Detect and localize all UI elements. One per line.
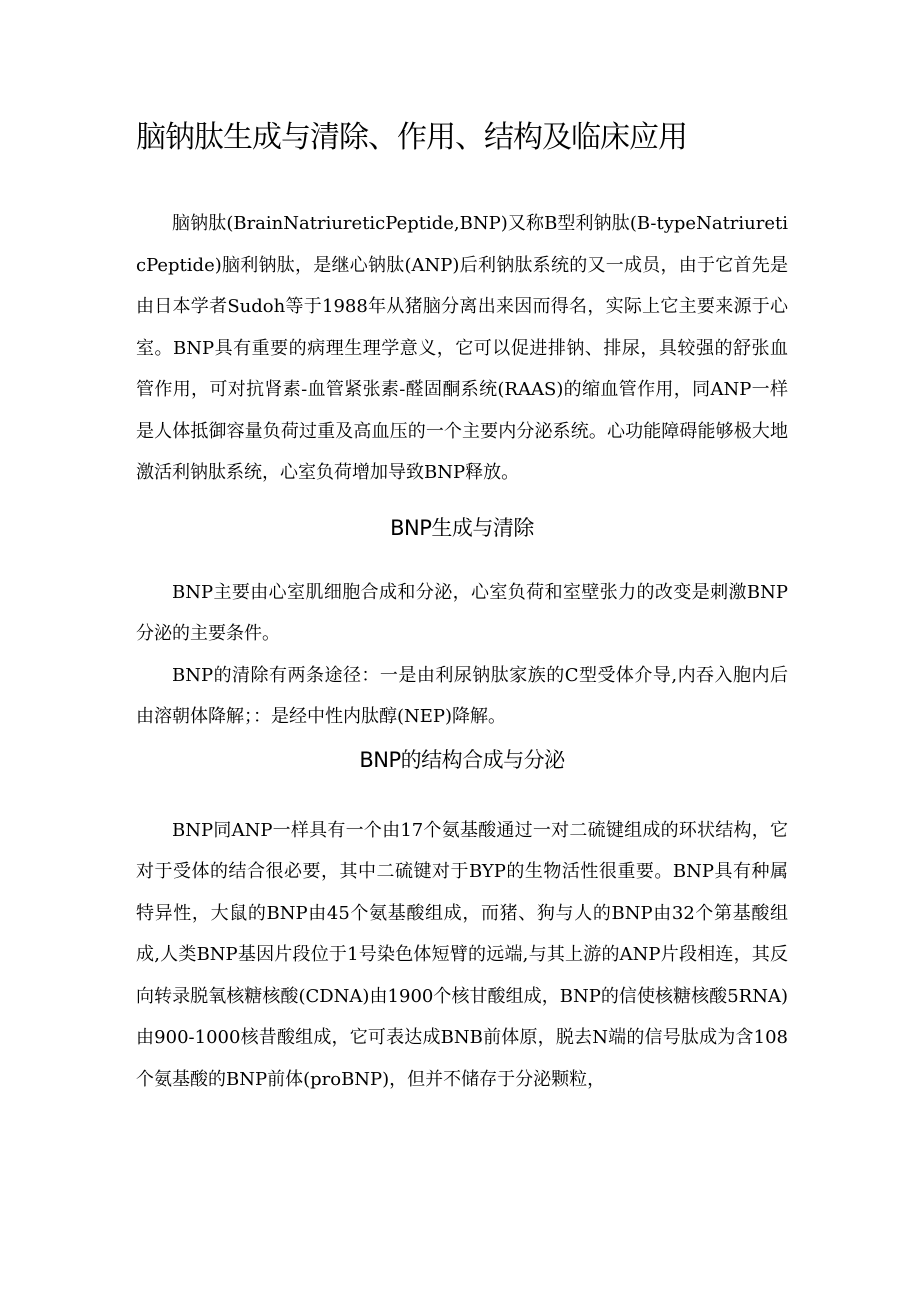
section-heading-bnp-generation: BNP生成与清除 — [390, 515, 534, 540]
section-1-paragraph-1: BNP主要由心室肌细胞合成和分泌，心室负荷和室壁张力的改变是刺激BNP分泌的主要条件。 — [136, 581, 788, 644]
section-1-paragraph-2: BNP的清除有两条途径：一是由利尿钠肽家族的C型受体介导,内吞入胞内后由溶朝体降解；：是经中性内肽醇(NEP)降解。 — [136, 664, 788, 727]
section-2-paragraph-1: BNP同ANP一样具有一个由17个氨基酸通过一对二硫键组成的环状结构，它对于受体的结合很必要，其中二硫键对于BYP的生物活性很重要。BNP具有种属特异性，大鼠的BNP由45个氨基酸组成，而猪、狗与人的BNP由32个第基酸组成,人类BNP基因片段位于1号染色体短臂的远端,与其上游的ANP片段相连，其反向转录脱氧核糖核酸(CDNA)由1900个核甘酸组成，BNP的信使核糖核酸5RNA)由900-1000核昔酸组成，它可表达成BNB前体原，脱去N端的信号肽成为含108个氨基酸的BNP前体(proBNP)，但并不储存于分泌颗粒， — [136, 819, 788, 1090]
section-heading-bnp-structure: BNP的结构合成与分泌 — [359, 747, 565, 772]
document-title: 脑钠肽生成与清除、作用、结构及临床应用 — [136, 120, 687, 155]
document-body — [136, 203, 788, 1100]
intro-paragraph: 脑钠肽(BrainNatriureticPeptide,BNP)又称B型利钠肽(B-typeNatriureticPeptide)脑利钠肽，是继心钠肽(ANP)后利钠肽系统的又一成员，由于它首先是由日本学者Sudoh等于1988年从猪脑分离出来因而得名，实际上它主要来源于心室。BNP具有重要的病理生理学意义，它可以促进排钠、排尿，具较强的舒张血管作用，可对抗肾素-血管紧张素-醛固酮系统(RAAS)的缩血管作用，同ANP一样是人体抵御容量负荷过重及高血压的一个主要内分泌系统。心功能障碍能够极大地激活利钠肽系统，心室负荷增加导致BNP释放。 — [136, 213, 788, 483]
